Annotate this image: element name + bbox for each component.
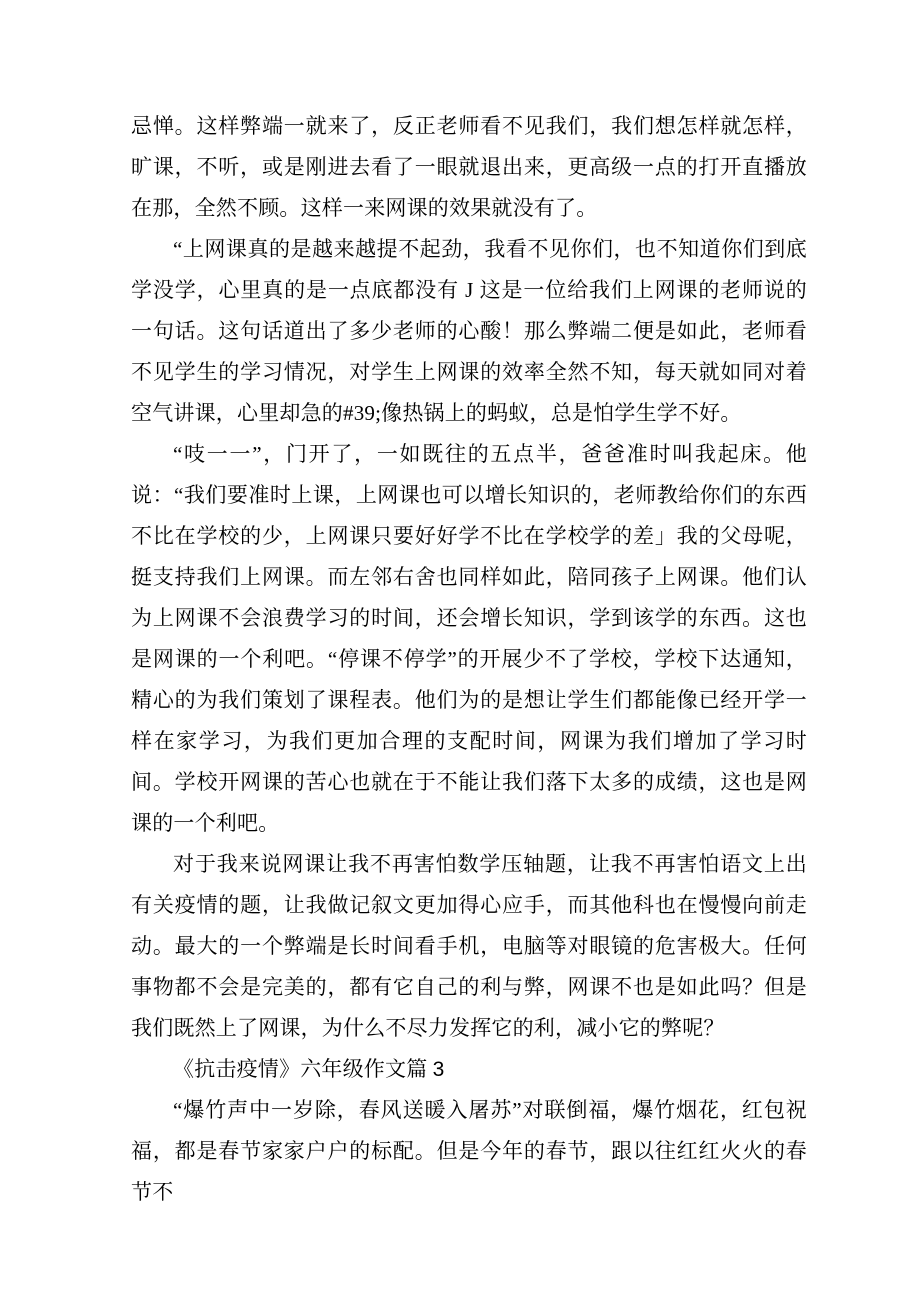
paragraph-teacher-quote: “上网课真的是越来越提不起劲，我看不见你们，也不知道你们到底学没学，心里真的是一点底都没有 J 这是一位给我们上网课的老师说的一句话。这句话道出了多少老师的心酸！那么弊端二便是如此，老师看不见学生的学习情况，对学生上网课的效率全然不知，每天就如同对着空气讲课，心里却急的#39;像热锅上的蚂蚁，总是怕学生学不好。 <box>131 237 807 425</box>
essay-heading-title: 《抗击疫情》六年级作文篇 <box>173 1057 428 1081</box>
essay-heading-number: 3 <box>432 1058 445 1081</box>
paragraph-spring-festival: “爆竹声中一岁除，春风送暖入屠苏”对联倒福，爆竹烟花，红包祝福，都是春节家家户户的标配。但是今年的春节，跟以往红红火火的春节不 <box>131 1098 807 1204</box>
paragraph-pros-cons: 对于我来说网课让我不再害怕数学压轴题，让我不再害怕语文上出有关疫情的题，让我做记叙文更加得心应手，而其他科也在慢慢向前走动。最大的一个弊端是长时间看手机，电脑等对眼镜的危害极大。任何事物都不会是完美的，都有它自己的利与弊，网课不也是如此吗？但是我们既然上了网课，为什么不尽力发挥它的利，减小它的弊呢？ <box>131 852 807 1040</box>
paragraph-parents-school: “吱一一”，门开了，一如既往的五点半，爸爸准时叫我起床。他说：“我们要准时上课，上网课也可以增长知识的，老师教给你们的东西不比在学校的少，上网课只要好好学不比在学校学的差」我的父母呢，挺支持我们上网课。而左邻右舍也同样如此，陪同孩子上网课。他们认为上网课不会浪费学习的时间，还会增长知识，学到该学的东西。这也是网课的一个利吧。“停课不停学”的开展少不了学校，学校下达通知，精心的为我们策划了课程表。他们为的是想让学生们都能像已经开学一样在家学习，为我们更加合理的支配时间，网课为我们增加了学习时间。学校开网课的苦心也就在于不能让我们落下太多的成绩，这也是网课的一个利吧。 <box>131 442 807 835</box>
document-body <box>131 106 807 1213</box>
paragraph-continuation: 忌惮。这样弊端一就来了，反正老师看不见我们，我们想怎样就怎样，旷课，不听，或是刚进去看了一眼就退出来，更高级一点的打开直播放在那，全然不顾。这样一来网课的效果就没有了。 <box>131 114 807 220</box>
essay-section-heading <box>131 1049 807 1090</box>
